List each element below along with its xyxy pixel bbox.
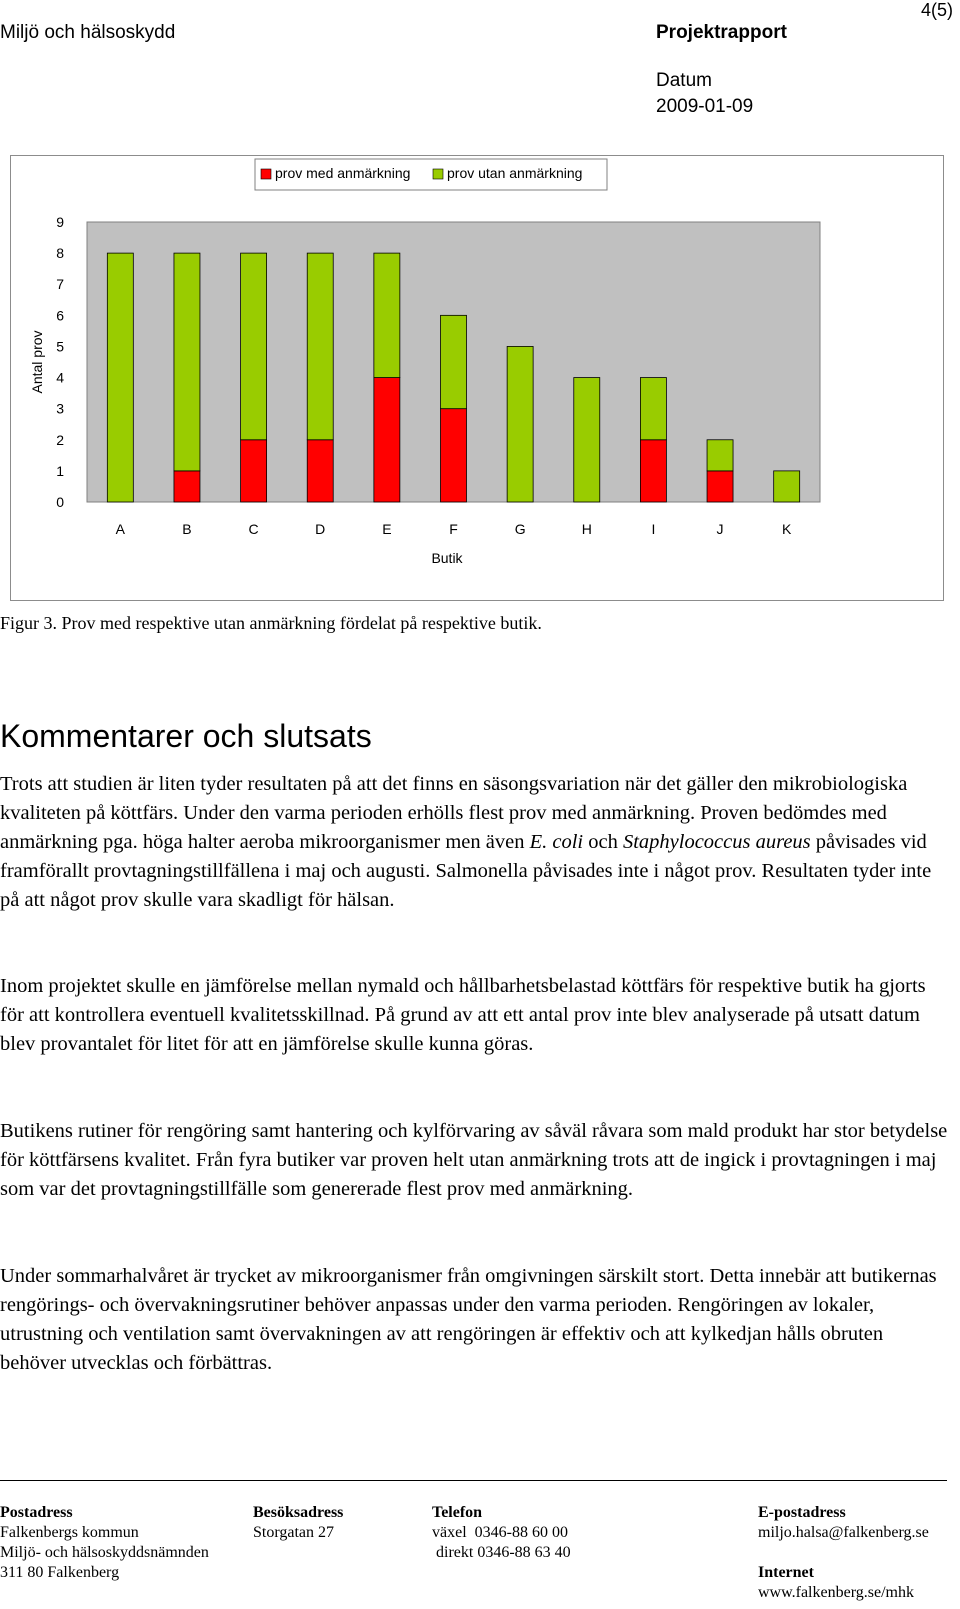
x-tick-label: G <box>514 521 526 537</box>
x-tick-label: I <box>651 521 656 537</box>
footer-epost-label: E-postadress <box>758 1504 846 1521</box>
x-tick-label: H <box>581 521 592 537</box>
bar-segment <box>107 253 133 502</box>
bar-segment <box>307 440 333 502</box>
footer-postadress-line: 311 80 Falkenberg <box>0 1564 120 1581</box>
footer-postadress-line: Miljö- och hälsoskyddsnämnden <box>0 1544 209 1561</box>
footer-telefon-line: växel 0346-88 60 00 <box>432 1524 568 1541</box>
document-date: 2009-01-09 <box>656 96 754 117</box>
section-title: Kommentarer och slutsats <box>0 718 372 754</box>
figure-caption: Figur 3. Prov med respektive utan anmärkning fördelat på respektive butik. <box>0 613 542 633</box>
y-axis-label: Antal prov <box>29 330 45 394</box>
y-tick-label: 2 <box>56 431 64 448</box>
y-tick-label: 0 <box>56 494 64 510</box>
stacked-bar-chart <box>11 156 943 600</box>
x-tick-label: K <box>782 521 792 537</box>
bar-segment <box>574 378 600 502</box>
footer-besoksadress-label: Besöksadress <box>253 1504 344 1521</box>
paragraph-comparison: Inom projektet skulle en jämförelse mellan nymald och hållbarhetsbelastad köttfärs för respektive butik ha gjorts för att kontrollera eventuell kvalitetsskillnad. På grund av att ett antal prov inte blev analyserade på utsatt datum blev provantalet för litet för att en jämförelse skulle kunna göras. <box>0 975 926 1055</box>
bar-segment <box>241 253 267 440</box>
bar-segment <box>441 315 467 408</box>
legend-swatch <box>261 169 271 179</box>
date-label: Datum <box>656 70 712 91</box>
y-tick-label: 5 <box>56 338 64 355</box>
x-tick-label: J <box>716 521 724 537</box>
chart-frame <box>10 155 944 601</box>
footer-telefon-label: Telefon <box>432 1504 483 1521</box>
x-tick-label: B <box>182 521 192 537</box>
header-organization: Miljö och hälsoskydd <box>0 22 176 43</box>
paragraph-findings <box>0 770 952 915</box>
footer-telefon-line: direkt 0346-88 63 40 <box>432 1544 571 1561</box>
legend-label: prov med anmärkning <box>275 165 411 181</box>
footer-postadress-label: Postadress <box>0 1504 73 1521</box>
page-number: 4(5) <box>921 0 954 20</box>
footer-internet-label: Internet <box>758 1564 814 1581</box>
p1-text-och: och <box>583 831 623 853</box>
y-tick-label: 6 <box>56 307 64 324</box>
x-tick-label: E <box>382 521 392 537</box>
x-tick-label: A <box>115 521 125 537</box>
bar-segment <box>241 440 267 502</box>
footer-rule <box>0 1480 947 1481</box>
bar-segment <box>640 378 666 440</box>
legend-swatch <box>433 169 443 179</box>
y-tick-label: 4 <box>56 369 64 386</box>
organism-staph: Staphylococcus aureus <box>622 831 811 853</box>
bar-segment <box>774 471 800 502</box>
x-tick-label: C <box>248 521 259 537</box>
bar-segment <box>707 471 733 502</box>
footer-besoksadress: Storgatan 27 <box>253 1524 335 1541</box>
y-tick-label: 3 <box>56 400 64 417</box>
p1-text-b: påvisades vid framförallt provtagningstillfällena i maj och augusti. Salmonella påvisades inte i något prov. Resultaten tyder inte på att något prov skulle vara skadligt för hälsan. <box>0 831 932 911</box>
footer-epost-link[interactable]: miljo.halsa@falkenberg.se <box>758 1524 929 1541</box>
bar-segment <box>174 253 200 471</box>
bar-segment <box>374 253 400 377</box>
paragraph-routines: Butikens rutiner för rengöring samt hantering och kylförvaring av såväl råvara som mald produkt har stor betydelse för köttfärsens kvalitet. Från fyra butiker var proven helt utan anmärkning trots att de ingick i provtagningen i maj som var det provtagningstillfälle som genererade flest prov med anmärkning. <box>0 1120 948 1200</box>
footer-internet-link[interactable]: www.falkenberg.se/mhk <box>758 1584 914 1601</box>
x-tick-label: D <box>315 521 326 537</box>
bar-segment <box>307 253 333 440</box>
x-tick-label: F <box>449 521 458 537</box>
footer-postadress-line: Falkenbergs kommun <box>0 1524 139 1541</box>
p1-text-a: Trots att studien är liten tyder resultaten på att det finns en säsongsvariation när det gäller den mikrobiologiska kvaliteten på köttfärs. Under den varma perioden erhölls flest prov med anmärkning. Proven bedömdes med anmärkning pga. höga halter aeroba mikroorganismer men även <box>0 773 908 853</box>
bar-segment <box>174 471 200 502</box>
bar-segment <box>640 440 666 502</box>
y-tick-label: 8 <box>56 245 64 262</box>
legend-label: prov utan anmärkning <box>447 165 583 181</box>
x-axis-label: Butik <box>431 550 463 566</box>
paragraph-summer: Under sommarhalvåret är trycket av mikroorganismer från omgivningen särskilt stort. Detta innebär att butikernas rengörings- och övervakningsrutiner behöver anpassas under den varma perioden. Rengöringen av lokaler, utrustning och ventilation samt övervakningen av att rengöringen är effektiv och att kylkedjan hålls obruten behöver utvecklas och förbättras. <box>0 1265 937 1374</box>
y-tick-label: 7 <box>56 276 64 293</box>
bar-segment <box>441 409 467 502</box>
y-tick-label: 1 <box>56 462 64 479</box>
bar-segment <box>507 346 533 502</box>
document-type: Projektrapport <box>656 22 787 43</box>
y-tick-label: 9 <box>56 214 64 230</box>
bar-segment <box>707 440 733 471</box>
bar-segment <box>374 378 400 502</box>
organism-ecoli: E. coli <box>529 831 584 853</box>
